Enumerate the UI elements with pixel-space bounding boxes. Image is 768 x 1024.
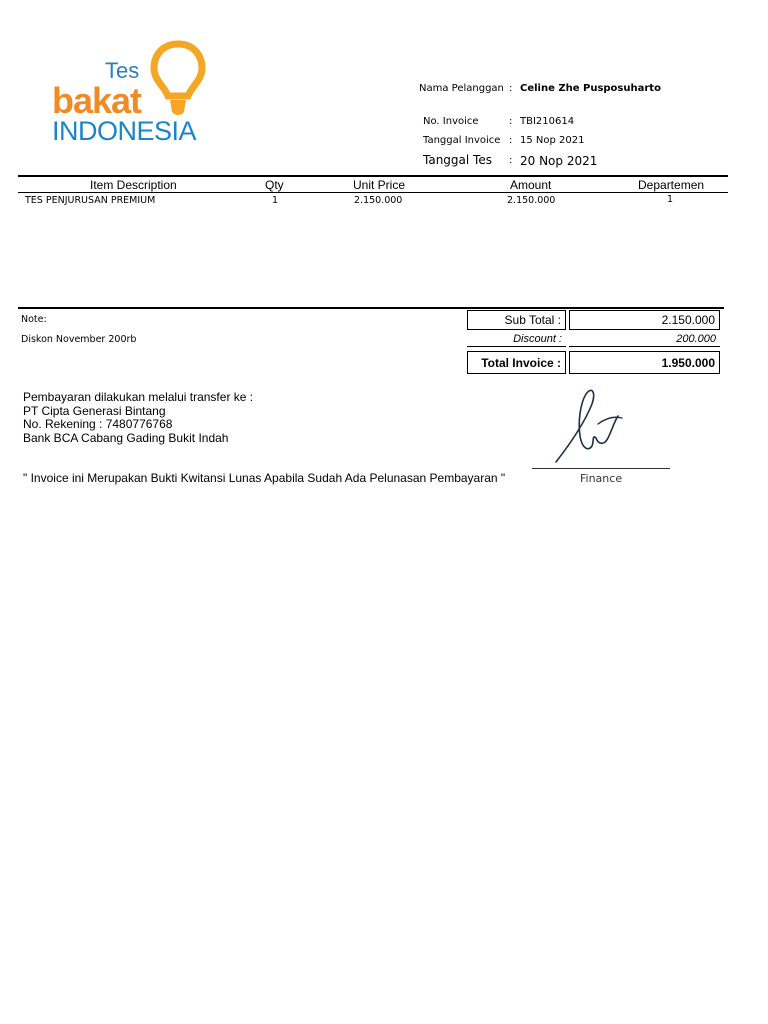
subtotal-label: Sub Total : bbox=[467, 310, 566, 330]
note-label: Note: bbox=[21, 314, 47, 325]
invoice-date-value: 15 Nop 2021 bbox=[520, 135, 585, 146]
invoice-date-label: Tanggal Invoice bbox=[423, 135, 501, 146]
table-top-rule bbox=[18, 175, 728, 177]
row-department: 1 bbox=[667, 194, 674, 205]
payment-info bbox=[23, 391, 253, 445]
subtotal-value: 2.150.000 bbox=[569, 310, 720, 330]
signature-title: Finance bbox=[580, 472, 623, 485]
discount-label: Discount : bbox=[467, 332, 566, 347]
note-text: Diskon November 200rb bbox=[21, 334, 137, 345]
signature-image bbox=[548, 386, 626, 466]
test-date-label: Tanggal Tes bbox=[423, 153, 492, 167]
table-header-rule bbox=[18, 192, 728, 193]
column-header-qty: Qty bbox=[265, 178, 284, 192]
row-amount: 2.150.000 bbox=[507, 195, 556, 206]
column-header-department: Departemen bbox=[638, 178, 705, 192]
customer-name-sep: : bbox=[509, 83, 513, 94]
column-header-description: Item Description bbox=[90, 178, 177, 192]
row-qty: 1 bbox=[272, 195, 279, 206]
signature-line bbox=[532, 468, 670, 469]
invoice-number-value: TBI210614 bbox=[520, 116, 575, 127]
column-header-unit-price: Unit Price bbox=[353, 178, 406, 192]
customer-name-label: Nama Pelanggan bbox=[419, 83, 504, 94]
test-date-sep: : bbox=[509, 155, 513, 166]
column-header-amount: Amount bbox=[510, 178, 552, 192]
table-bottom-rule bbox=[18, 307, 724, 309]
logo-text-bakat: bakat bbox=[52, 80, 142, 121]
logo-text-indonesia: INDONESIA bbox=[52, 116, 197, 146]
company-logo bbox=[48, 36, 208, 146]
row-unit-price: 2.150.000 bbox=[354, 195, 403, 206]
payment-line-1: Pembayaran dilakukan melalui transfer ke : bbox=[23, 390, 254, 404]
payment-line-2: PT Cipta Generasi Bintang bbox=[23, 403, 166, 418]
test-date-value: 20 Nop 2021 bbox=[520, 154, 598, 168]
payment-disclaimer: " Invoice ini Merupakan Bukti Kwitansi Lunas Apabila Sudah Ada Pelunasan Pembayaran " bbox=[23, 471, 506, 485]
payment-line-4: Bank BCA Cabang Gading Bukit Indah bbox=[23, 430, 229, 445]
logo-text-tes: Tes bbox=[105, 58, 140, 83]
payment-line-3: No. Rekening : 7480776768 bbox=[23, 417, 173, 431]
invoice-number-sep: : bbox=[509, 116, 513, 127]
total-invoice-value: 1.950.000 bbox=[569, 351, 720, 374]
invoice-date-sep: : bbox=[509, 135, 513, 146]
invoice-number-label: No. Invoice bbox=[423, 116, 479, 127]
discount-value: 200.000 bbox=[569, 332, 720, 347]
lightbulb-icon bbox=[150, 40, 206, 120]
row-description: TES PENJURUSAN PREMIUM bbox=[25, 195, 156, 206]
customer-name-value: Celine Zhe Pusposuharto bbox=[520, 83, 661, 94]
total-invoice-label: Total Invoice : bbox=[467, 351, 566, 374]
